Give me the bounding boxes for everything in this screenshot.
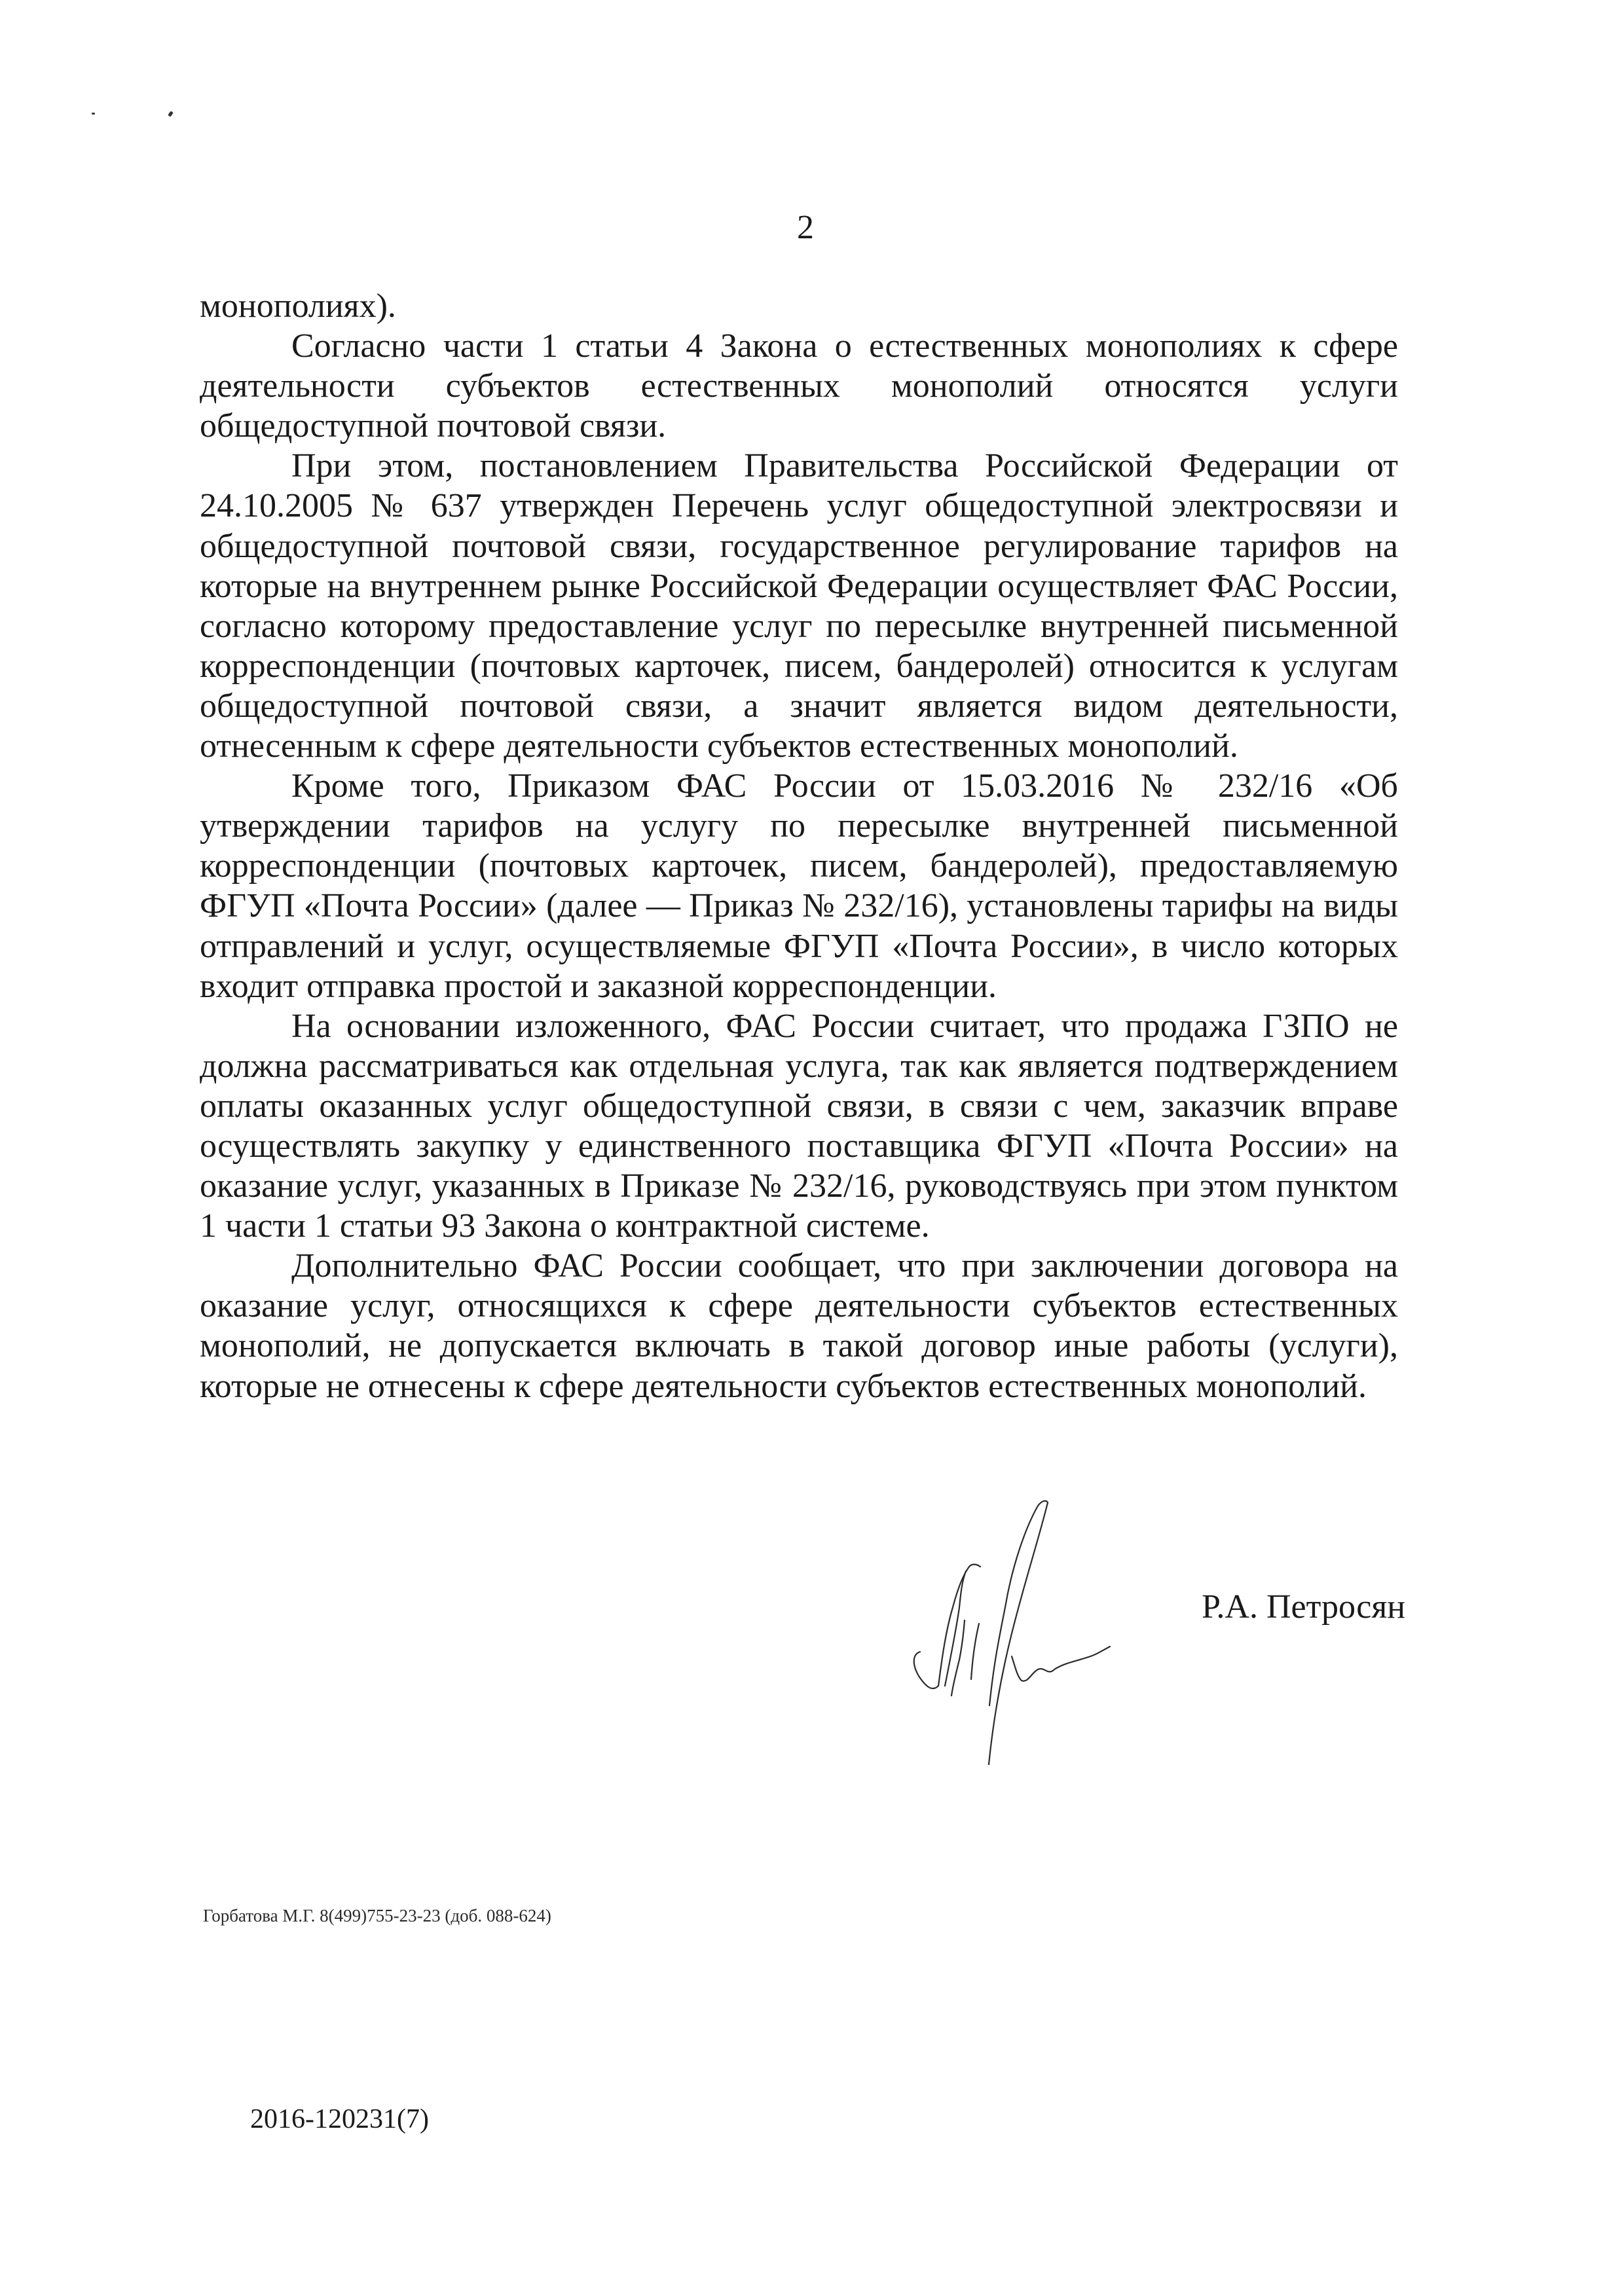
paragraph: На основании изложенного, ФАС России считает, что продажа ГЗПО не должна рассматриваться как отдельная услуга, так как является подтверждением оплаты оказанных услуг общедоступной связи, в связи с чем, заказчик вправе осуществлять закупку у единственного поставщика ФГУП «Почта России» на оказание услуг, указанных в Приказе № 232/16, руководствуясь при этом пунктом 1 части 1 статьи 93 Закона о контрактной системе. xyxy=(200,1007,1398,1245)
paragraph: Согласно части 1 статьи 4 Закона о естественных монополиях к сфере деятельности субъектов естественных монополий относятся услуги общедоступной почтовой связи. xyxy=(200,327,1398,445)
executor-contact: Горбатова М.Г. 8(499)755-23-23 (доб. 088-624) xyxy=(203,1906,551,1925)
paragraph: При этом, постановлением Правительства Российской Федерации от 24.10.2005 № 637 утвержден Перечень услуг общедоступной электросвязи и общедоступной почтовой связи, государственное регулирование тарифов на которые на внутреннем рынке Российской Федерации осуществляет ФАС России, согласно которому предоставление услуг по пересылке внутренней письменной корреспонденции (почтовых карточек, писем, бандеролей) относится к услугам общедоступной почтовой связи, а значит является видом деятельности, отнесенным к сфере деятельности субъектов естественных монополий. xyxy=(200,447,1398,765)
page-number: 2 xyxy=(797,209,814,246)
paragraph: Дополнительно ФАС России сообщает, что при заключении договора на оказание услуг, относящихся к сфере деятельности субъектов естественных монополий, не допускается включать в такой договор иные работы (услуги), которые не отнесены к сфере деятельности субъектов естественных монополий. xyxy=(200,1247,1398,1405)
paragraph: монополиях). xyxy=(200,287,396,325)
scan-speck xyxy=(168,111,174,117)
document-number: 2016-120231(7) xyxy=(250,2104,429,2134)
paragraph: Кроме того, Приказом ФАС России от 15.03.2016 № 232/16 «Об утверждении тарифов на услугу по пересылке внутренней письменной корреспонденции (почтовых карточек, писем, бандеролей), предоставляемую ФГУП «Почта России» (далее — Приказ № 232/16), установлены тарифы на виды отправлений и услуг, осуществляемые ФГУП «Почта России», в число которых входит отправка простой и заказной корреспонденции. xyxy=(200,767,1398,1005)
letter-body xyxy=(200,286,1398,1406)
signatory-name: Р.А. Петросян xyxy=(1202,1588,1406,1626)
signature-icon xyxy=(907,1489,1116,1791)
scan-speck xyxy=(92,113,95,115)
